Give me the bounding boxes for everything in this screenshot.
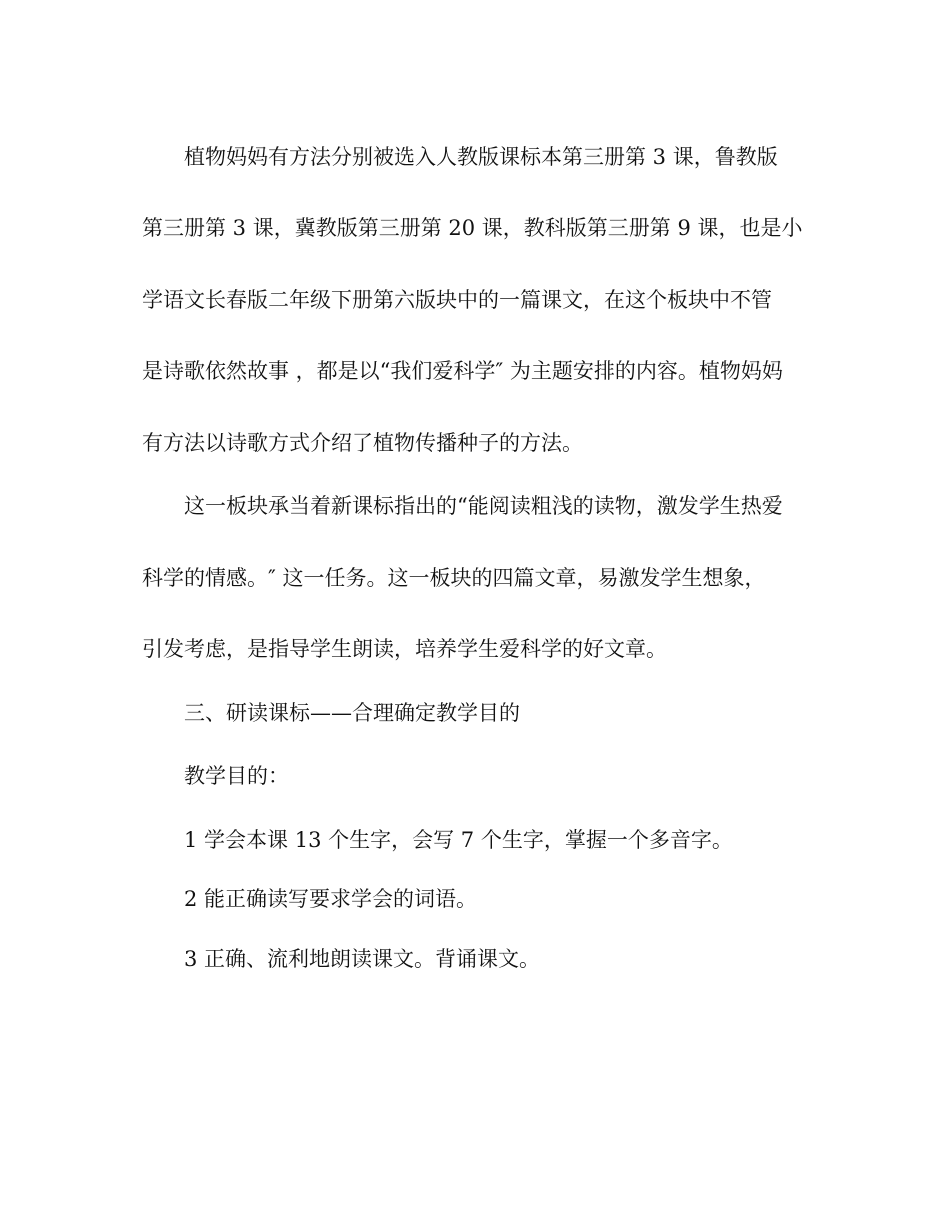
section-heading: 三、研读课标——合理确定教学目的 bbox=[184, 701, 520, 725]
paragraph-1-line-4: 是诗歌依然故事 ，都是以“我们爱科学″ 为主题安排的内容。植物妈妈 bbox=[142, 359, 783, 383]
goal-item-3: 3 正确、流利地朗读课文。背诵课文。 bbox=[184, 947, 541, 971]
goal-item-2: 2 能正确读写要求学会的词语。 bbox=[184, 887, 478, 911]
paragraph-2-line-3: 引发考虑，是指导学生朗读，培养学生爱科学的好文章。 bbox=[142, 637, 667, 661]
paragraph-1-line-3: 学语文长春版二年级下册第六版块中的一篇课文，在这个板块中不管 bbox=[142, 288, 772, 312]
paragraph-1-line-1: 植物妈妈有方法分别被选入人教版课标本第三册第 3 课，鲁教版 bbox=[184, 145, 778, 169]
paragraph-1-line-5: 有方法以诗歌方式介绍了植物传播种子的方法。 bbox=[142, 431, 583, 455]
paragraph-2-line-2: 科学的情感。″ 这一任务。这一板块的四篇文章，易激发学生想象， bbox=[142, 566, 766, 590]
paragraph-2-line-1: 这一板块承当着新课标指出的“能阅读粗浅的读物，激发学生热爱 bbox=[184, 494, 783, 518]
goal-item-1: 1 学会本课 13 个生字，会写 7 个生字，掌握一个多音字。 bbox=[184, 828, 733, 852]
paragraph-1-line-2: 第三册第 3 课，冀教版第三册第 20 课，教科版第三册第 9 课，也是小 bbox=[142, 216, 803, 240]
goals-label: 教学目的： bbox=[184, 764, 289, 788]
